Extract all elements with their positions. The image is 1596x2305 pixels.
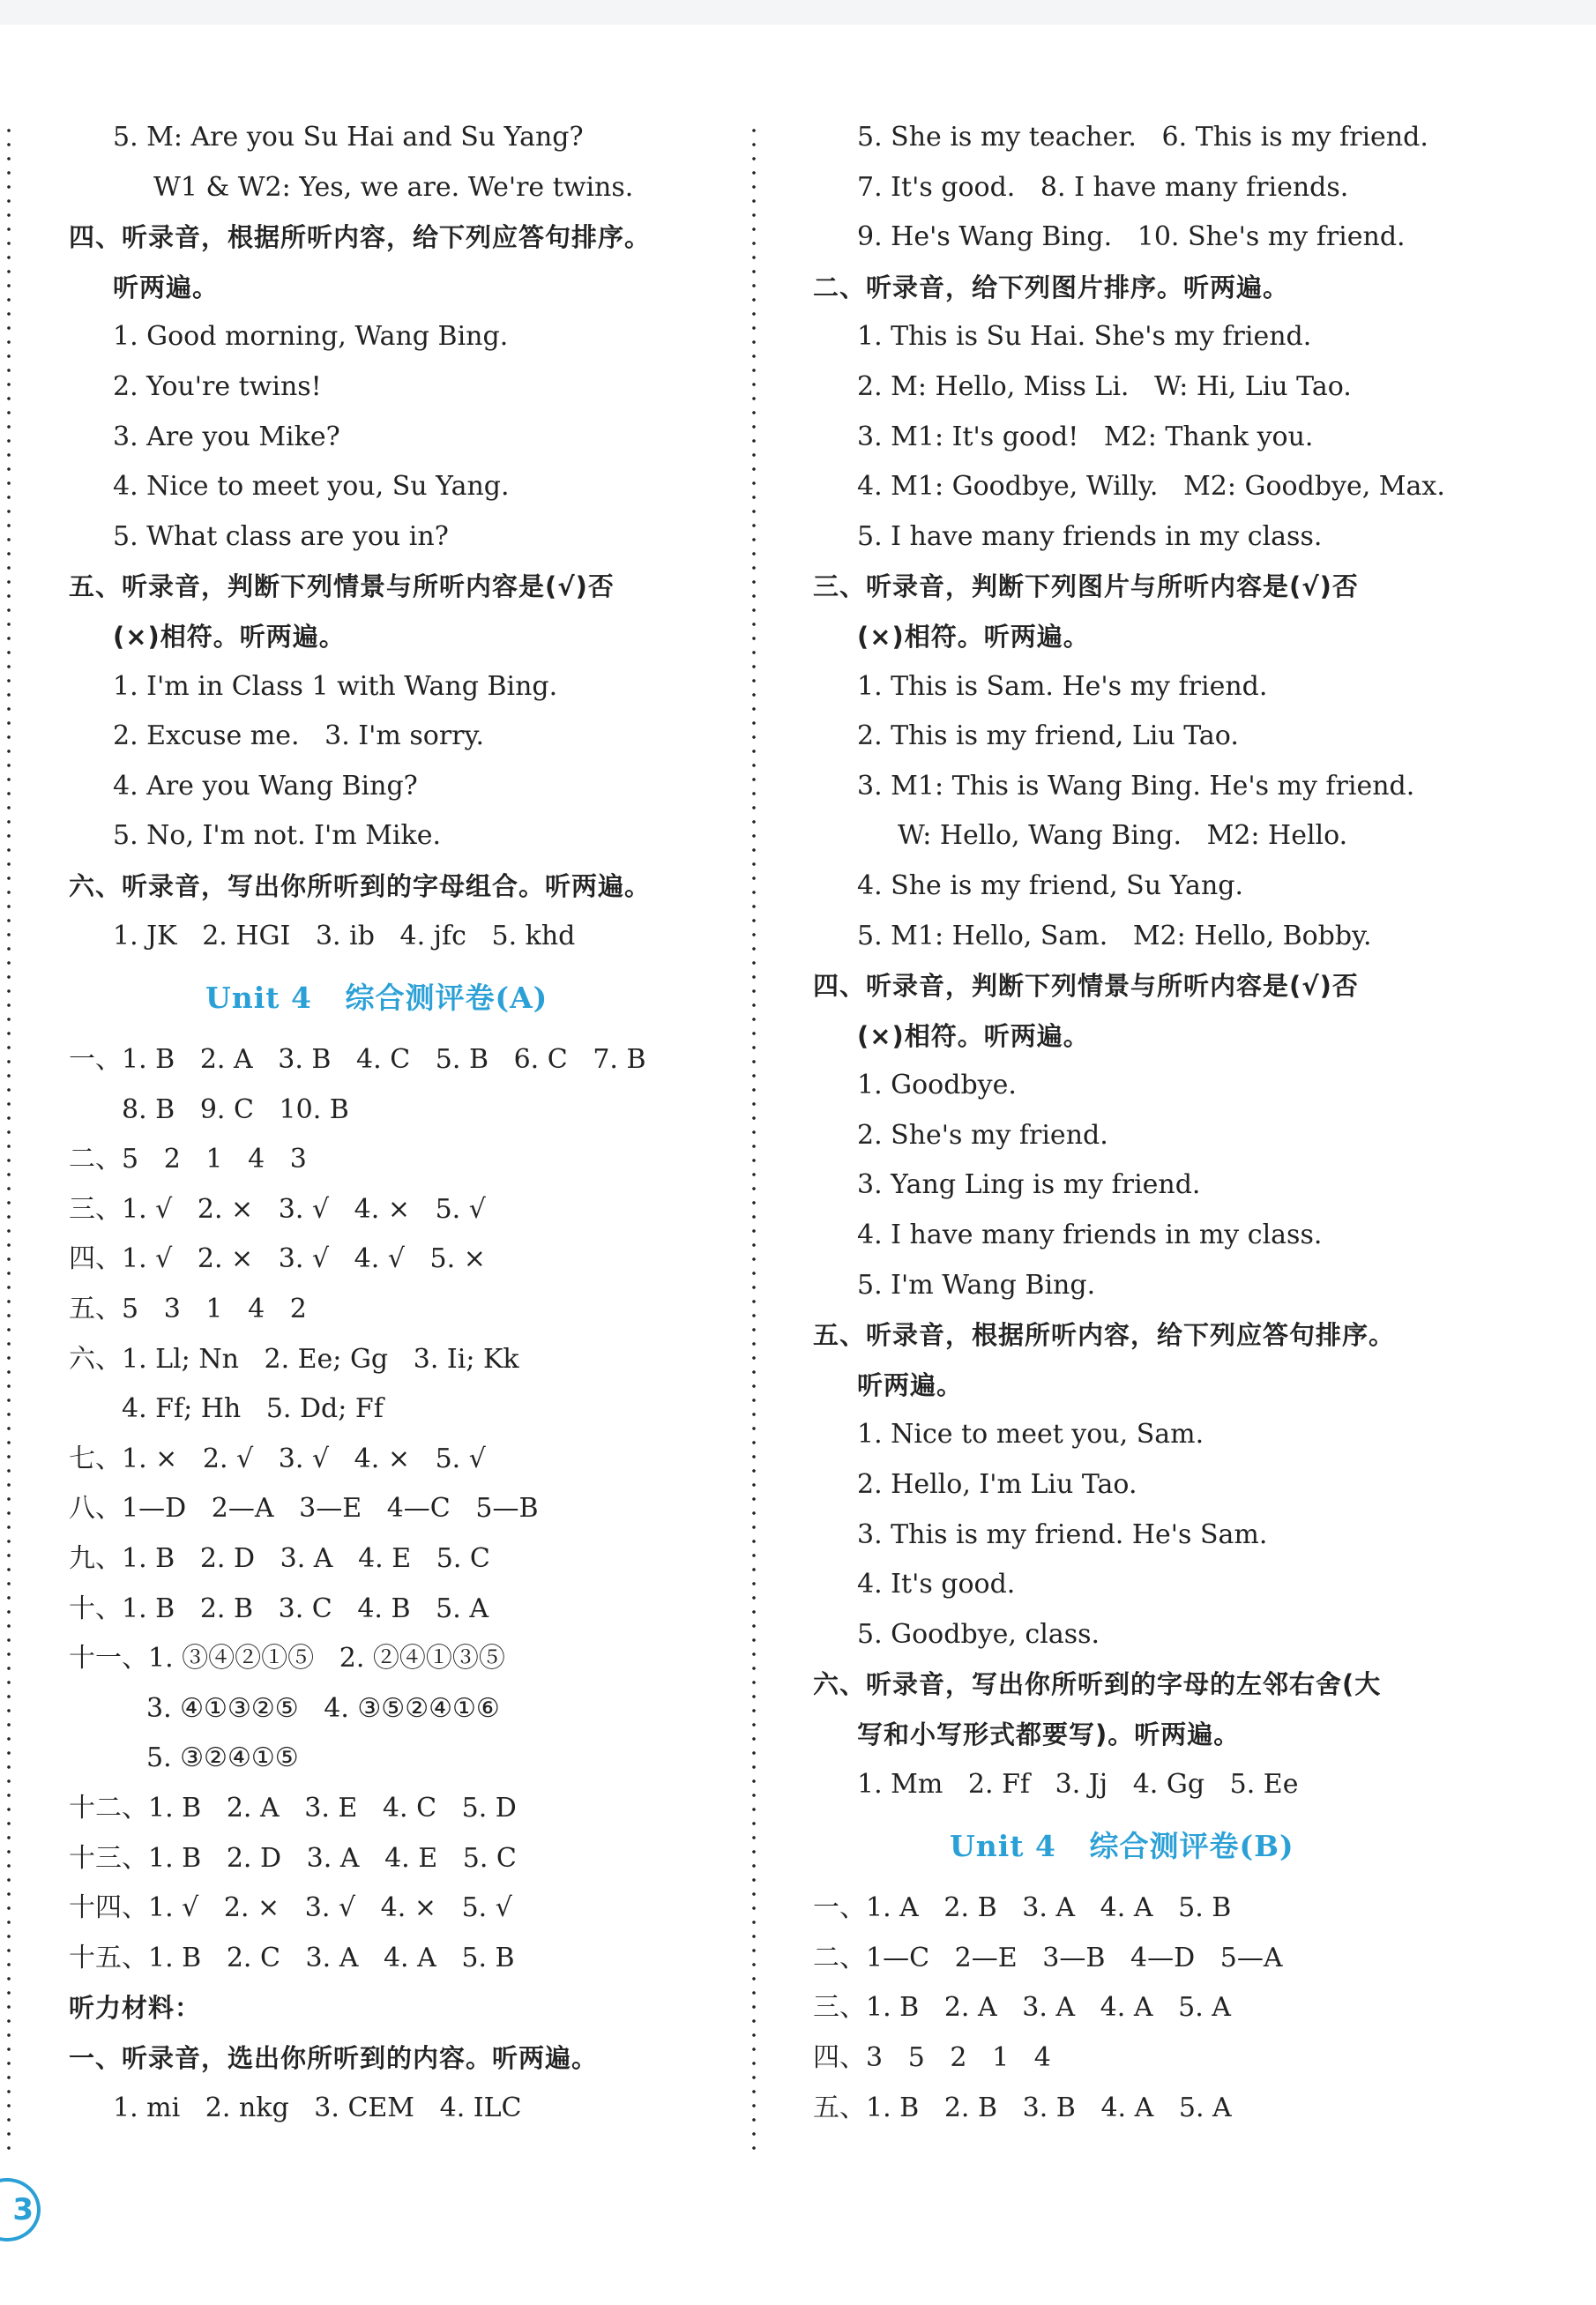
answer-line: 8. B 9. C 10. B (122, 1093, 349, 1125)
section-heading: 六、听录音，写出你所听到的字母的左邻右舍(大 (813, 1669, 1382, 1700)
section-heading: 三、听录音，判断下列图片与所听内容是(√)否 (813, 571, 1359, 602)
answer-line: 2. Excuse me. 3. I'm sorry. (113, 720, 485, 752)
answer-line: 六、1. Ll; Nn 2. Ee; Gg 3. Ii; Kk (69, 1343, 519, 1375)
answer-line: 4. Are you Wang Bing? (113, 770, 418, 802)
section-heading: (×)相符。听两遍。 (857, 621, 1090, 652)
answer-line: 九、1. B 2. D 3. A 4. E 5. C (69, 1543, 490, 1575)
section-heading: 一、听录音，选出你所听到的内容。听两遍。 (69, 2042, 599, 2073)
answer-line: 3. This is my friend. He's Sam. (857, 1518, 1268, 1550)
answer-line: 5. M1: Hello, Sam. M2: Hello, Bobby. (857, 920, 1372, 951)
left-column (69, 113, 739, 2133)
answer-line: 3. Are you Mike? (113, 421, 340, 452)
answer-line: 十二、1. B 2. A 3. E 4. C 5. D (69, 1793, 517, 1824)
answer-line: 二、5 2 1 4 3 (69, 1144, 307, 1175)
section-heading: 六、听录音，写出你所听到的字母组合。听两遍。 (69, 870, 652, 901)
page-number-badge: 3 (0, 2178, 41, 2242)
answer-line: 5. Goodbye, class. (857, 1618, 1100, 1650)
answer-line: 1. Mm 2. Ff 3. Jj 4. Gg 5. Ee (857, 1768, 1299, 1800)
answer-line: 1. Nice to meet you, Sam. (857, 1419, 1204, 1451)
answer-line: 1. mi 2. nkg 3. CEM 4. ILC (113, 2092, 522, 2123)
answer-line: 5. No, I'm not. I'm Mike. (113, 820, 441, 852)
section-heading: 五、听录音，根据所听内容，给下列应答句排序。 (813, 1320, 1396, 1351)
answer-line: 2. This is my friend, Liu Tao. (857, 720, 1239, 752)
answer-line: 4. She is my friend, Su Yang. (857, 869, 1244, 901)
answer-line: 5. I have many friends in my class. (857, 520, 1323, 552)
section-heading: (×)相符。听两遍。 (113, 621, 346, 652)
unit-heading: Unit 4 综合测评卷(A) (205, 981, 548, 1016)
unit-heading: Unit 4 综合测评卷(B) (950, 1829, 1294, 1864)
section-heading: 五、听录音，判断下列情景与所听内容是(√)否 (69, 571, 615, 602)
answer-line: 十一、1. ③④②①⑤ 2. ②④①③⑤ (69, 1643, 505, 1675)
page-top-band (0, 0, 1596, 25)
answer-line: 4. Ff; Hh 5. Dd; Ff (122, 1393, 384, 1425)
answer-line: 十三、1. B 2. D 3. A 4. E 5. C (69, 1842, 517, 1874)
answer-line: W1 & W2: Yes, we are. We're twins. (153, 171, 634, 203)
section-heading: 听力材料： (69, 1993, 202, 2024)
section-heading: (×)相符。听两遍。 (857, 1020, 1090, 1051)
answer-line: 1. This is Su Hai. She's my friend. (857, 321, 1312, 353)
answer-line: 五、5 3 1 4 2 (69, 1294, 307, 1325)
answer-line: 2. You're twins! (113, 370, 322, 402)
section-heading: 二、听录音，给下列图片排序。听两遍。 (813, 272, 1290, 302)
answer-line: 5. She is my teacher. 6. This is my friend. (857, 122, 1428, 153)
answer-line: 5. I'm Wang Bing. (857, 1269, 1096, 1301)
answer-line: 一、1. B 2. A 3. B 4. C 5. B 6. C 7. B (69, 1044, 646, 1076)
answer-line: 三、1. √ 2. × 3. √ 4. × 5. √ (69, 1193, 486, 1225)
answer-line: 四、1. √ 2. × 3. √ 4. √ 5. × (69, 1243, 486, 1275)
answer-line: 4. Nice to meet you, Su Yang. (113, 471, 510, 503)
section-heading: 听两遍。 (113, 272, 220, 302)
answer-line: 七、1. × 2. √ 3. √ 4. × 5. √ (69, 1443, 486, 1474)
answer-line: 十五、1. B 2. C 3. A 4. A 5. B (69, 1942, 515, 1973)
section-heading: 写和小写形式都要写)。听两遍。 (857, 1719, 1241, 1749)
answer-line: 4. It's good. (857, 1569, 1016, 1600)
answer-line: 十、1. B 2. B 3. C 4. B 5. A (69, 1593, 488, 1624)
answer-line: 3. M1: It's good! M2: Thank you. (857, 421, 1314, 452)
answer-line: 5. ③②④①⑤ (146, 1742, 299, 1774)
answer-line: 3. ④①③②⑤ 4. ③⑤②④①⑥ (146, 1692, 500, 1724)
answer-line: 1. This is Sam. He's my friend. (857, 670, 1268, 702)
answer-line: 3. M1: This is Wang Bing. He's my friend. (857, 770, 1415, 802)
answer-line: 2. M: Hello, Miss Li. W: Hi, Liu Tao. (857, 370, 1352, 402)
section-heading: 听两遍。 (857, 1369, 964, 1400)
answer-line: 三、1. B 2. A 3. A 4. A 5. A (813, 1992, 1231, 2024)
answer-line: 二、1—C 2—E 3—B 4—D 5—A (813, 1942, 1283, 1973)
answer-line: 四、3 5 2 1 4 (813, 2041, 1051, 2073)
answer-line: 5. What class are you in? (113, 520, 449, 552)
answer-line: 十四、1. √ 2. × 3. √ 4. × 5. √ (69, 1892, 512, 1924)
answer-line: 1. Goodbye. (857, 1070, 1017, 1101)
column-divider-dots (752, 123, 756, 2152)
answer-line: W: Hello, Wang Bing. M2: Hello. (898, 820, 1348, 852)
answer-line: 1. Good morning, Wang Bing. (113, 321, 509, 353)
answer-line: 4. I have many friends in my class. (857, 1220, 1323, 1251)
right-column (813, 113, 1483, 2133)
section-heading: 四、听录音，根据所听内容，给下列应答句排序。 (69, 222, 652, 253)
answer-line: 八、1—D 2—A 3—E 4—C 5—B (69, 1493, 539, 1525)
left-binding-dots (7, 123, 11, 2152)
answer-line: 5. M: Are you Su Hai and Su Yang? (113, 122, 584, 153)
answer-line: 1. I'm in Class 1 with Wang Bing. (113, 670, 558, 702)
answer-line: 一、1. A 2. B 3. A 4. A 5. B (813, 1892, 1232, 1924)
answer-line: 7. It's good. 8. I have many friends. (857, 171, 1349, 203)
answer-line: 9. He's Wang Bing. 10. She's my friend. (857, 221, 1406, 253)
answer-line: 4. M1: Goodbye, Willy. M2: Goodbye, Max. (857, 471, 1445, 503)
answer-line: 五、1. B 2. B 3. B 4. A 5. A (813, 2092, 1232, 2123)
answer-line: 1. JK 2. HGI 3. ib 4. jfc 5. khd (113, 920, 576, 951)
answer-line: 2. She's my friend. (857, 1119, 1108, 1151)
answer-line: 2. Hello, I'm Liu Tao. (857, 1469, 1137, 1501)
answer-line: 3. Yang Ling is my friend. (857, 1169, 1201, 1201)
section-heading: 四、听录音，判断下列情景与所听内容是(√)否 (813, 971, 1359, 1002)
